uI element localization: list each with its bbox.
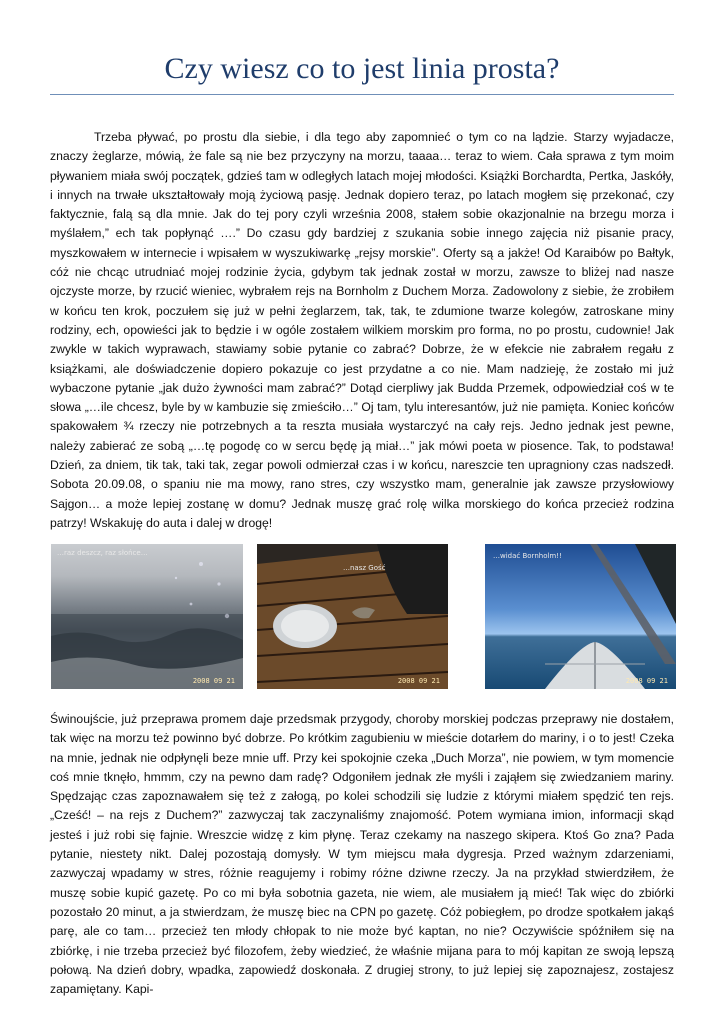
photo-date: 2008 09 21 <box>625 677 668 685</box>
photo-caption: …raz deszcz, raz słońce… <box>57 549 148 557</box>
photo-date: 2008 09 21 <box>397 677 440 685</box>
paragraph-intro: Trzeba pływać, po prostu dla siebie, i dla tego aby zapomnieć o tym co na lądzie. Starzy wyjadacze, znaczy żeglarze, mówią, że fale są nie bez przyczyny na morzu, taaaa… teraz to wiem. Cała sprawa z tym moim pływaniem miała swój początek, gdzieś tam w odległych latach mojej młodości. Książki Borchardta, Pertka, Jaskóły, i innych na trwałe ukształtowały moją życiową pasję. Jednak dopiero teraz, po latach mogłem się przekonać, czy faktycznie, falą są dla mnie. Jak do tej pory czyli września 2008, stałem sobie okazjonalnie na brzegu morza i myślałem,” ech tak popłynąć ….” Do czasu gdy bardziej z szukania sobie innego zajęcia niż pisanie pracy, myszkowałem w internecie i wpisałem w wyszukiwarkę „rejsy morskie”. Oferty są a jakże! Od Karaibów po Bałtyk, cóż nie chcąc utrudniać mojej rodzinie życia, gdybym tak jednak został w morzu, zawsze to bliżej nad nasze ojczyste morze, by rzucić wieniec, wybrałem rejs na Bornholm z Duchem Morza. Zadowolony z siebie, że zrobiłem w końcu ten krok, poczułem się już w pełni żeglarzem, tak, tak, te zdumione twarze kolegów, zatroskane miny rodziny, ech, opowieści jak to będzie i w ogóle zostałem wilkiem morskim pro forma, no po prostu, cudownie! Jak zwykle w takich wyprawach, stawiamy sobie pytanie co zabrać? Dobrze, że w efekcie nie zabrałem regału z książkami, ale doświadczenie dopiero pokazuje co jest przydatne a co nie. Mam nadzieję, że zostało mi już wybaczone pytanie „jak dużo żywności mam zabrać?” Dotąd cierpliwy jak Budda Przemek, odpowiedział coś w te słowa „…ile chcesz, byle by w kambuzie się zmieściło…” Oj tam, tylu interesantów, już nie pamięta. Koniec końców spakowałem ¾ rzeczy nie potrzebnych a ta reszta musiała wystarczyć na cały rejs. Jedno jednak jest pewne, należy zabierać ze sobą „…tę pogodę co w sercu będę ją miał…” jak mówi poeta w piosence. Tak, to podstawa! Dzień, za dniem, tik tak, taki tak, zegar powoli odmierzał czas i w końcu, nareszcie ten upragniony czas nadszedł. Sobota 20.09.08, o spaniu nie ma mowy, rano stres, czy wszystko mam, generalnie jak zawsze przysłowiowy Sajgon… a może lepiej zostanę w domu? Jednak muszę grać rolę wilka morskiego do końca przecież rodzina patrzy! Wskakuję do auta i dalej w drogę! <box>50 130 674 530</box>
photo-bird-on-deck <box>257 544 448 689</box>
page-title: Czy wiesz co to jest linia prosta? <box>164 52 560 85</box>
photo-caption: …nasz Gość <box>343 564 386 572</box>
photo-rainy-sea <box>51 544 243 689</box>
photo-caption: …widać Bornholm!! <box>493 552 562 560</box>
paragraph-swinoujscie: Świnoujście, już przeprawa promem daje przedsmak przygody, choroby morskiej podczas przeprawy nie dostałem, tak więc na morzu też powinno być dobrze. Po krótkim zagubieniu w mieście dotarłem do mariny, i o to jest! Czeka na mnie, jednak nie odpłynęli beze mnie uff. Przy kei spokojnie czeka „Duch Morza”, nie powiem, w tym momencie coś mnie tknęło, hmmm, czy na pewno dam radę? Odgoniłem jednak złe myśli i zająłem się zwiedzaniem mariny. Spędzając czas zapoznawałem się też z załogą, po kolei schodzili się ludzie z którymi miałem spędzić ten rejs. „Cześć! – na rejs z Duchem?” zazwyczaj tak zaczynaliśmy znajomość. Potem wymiana imion, informacji skąd jesteś i już robi się fajnie. Wreszcie widzę z kim płynę. Teraz czekamy na naszego skipera. Ktoś Go zna? Pada pytanie, niestety nikt. Dalej pozostają domysły. W tym miejscu mała dygresja. Przed ważnym zdarzeniami, zazwyczaj wpadamy w stres, różnie reagujemy i robimy różne dziwne rzeczy. Ja na przykład stwierdziłem, że muszę sobie kupić gazetę. Po co mi była sobotnia gazeta, nie wiem, ale musiałem ją mieć! Tak więc do zbiórki pozostało 20 minut, a ja stwierdzam, że muszę biec na CPN po gazetę. Cóż pobiegłem, po drodze spotkałem jakąś parę, ale co tam… przecież ten młody chłopak to nie może być kaptan, no nie? Oczywiście spóźniłem się na zbiórkę, i nie trzeba przecież być filozofem, żeby wiedzieć, że właśnie mijana para to mój kapitan ze swoją lepszą połową. Na dzień dobry, wpadka, zapowiedź doskonała. Z drugiej strony, to już lepiej się zapoznajesz, zostajesz zapamiętany. Kapi- <box>50 712 674 997</box>
title-underline <box>50 94 674 95</box>
photo-bow-view <box>485 544 676 689</box>
photo-date: 2008 09 21 <box>192 677 235 685</box>
bow-illustration <box>485 544 676 689</box>
rainy-sea-illustration <box>51 544 243 689</box>
